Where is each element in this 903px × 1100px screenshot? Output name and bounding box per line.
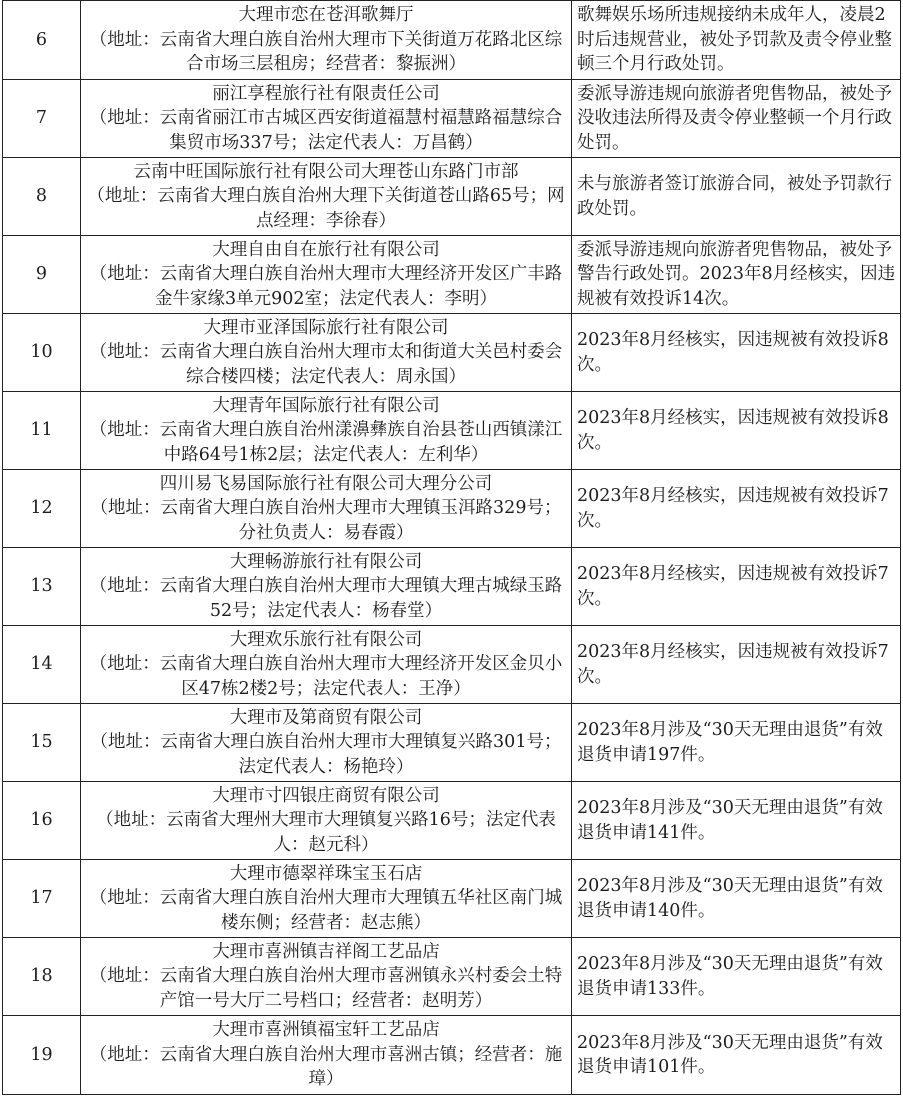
enterprise-name: 云南中旺国际旅行社有限公司大理苍山东路门市部	[133, 161, 519, 182]
enterprise-cell	[81, 938, 572, 1016]
violation-reason: 2023年8月经核实，因违规被有效投诉7次。	[572, 470, 901, 548]
row-number: 15	[3, 704, 81, 782]
enterprise-name: 大理自由自在旅行社有限公司	[212, 239, 440, 260]
enterprise-name: 大理市恋在苍洱歌舞厅	[238, 5, 414, 26]
enterprise-address: （地址：云南省大理白族自治州大理市大理经济开发区金贝小区47栋2楼2号；法定代表人：王净）	[89, 654, 563, 699]
violation-reason: 歌舞娱乐场所违规接纳未成年人，凌晨2时后违规营业，被处予罚款及责令停业整顿三个月行政处罚。	[572, 1, 901, 80]
enterprise-address: （地址：云南省大理白族自治州大理市大理经济开发区广丰路金牛家缘3单元902室；法定代表人：李明）	[89, 264, 563, 309]
violation-reason: 2023年8月经核实，因违规被有效投诉8次。	[572, 314, 901, 392]
row-number: 9	[3, 236, 81, 314]
enterprise-address: （地址：云南省大理白族自治州大理下关街道苍山路65号；网点经理：李徐春）	[87, 186, 565, 231]
violation-reason: 2023年8月涉及“30天无理由退货”有效退货申请141件。	[572, 782, 901, 860]
violation-reason: 2023年8月涉及“30天无理由退货”有效退货申请101件。	[572, 1016, 901, 1095]
table-row	[3, 938, 901, 1016]
row-number: 18	[3, 938, 81, 1016]
enterprise-cell	[81, 548, 572, 626]
enterprise-name: 大理市亚泽国际旅行社有限公司	[203, 317, 449, 338]
enterprise-cell	[81, 80, 572, 158]
table-row	[3, 548, 901, 626]
enterprise-address: （地址：云南省大理白族自治州大理市喜洲古镇；经营者：施璋）	[89, 1044, 563, 1090]
row-number: 13	[3, 548, 81, 626]
enterprise-address: （地址：云南省丽江市古城区西安街道福慧村福慧路福慧综合集贸市场337号；法定代表人：万昌鹤）	[89, 108, 563, 153]
enterprise-address: （地址：云南省大理白族自治州大理市大理镇玉洱路329号；分社负责人：易春霞）	[90, 498, 562, 543]
table-row	[3, 158, 901, 236]
table-row	[3, 314, 901, 392]
violation-reason: 未与旅游者签订旅游合同，被处予罚款行政处罚。	[572, 158, 901, 236]
table-row	[3, 1, 901, 80]
enterprise-name: 大理市寸四银庄商贸有限公司	[212, 785, 440, 806]
table-row	[3, 782, 901, 860]
row-number: 10	[3, 314, 81, 392]
row-number: 16	[3, 782, 81, 860]
enterprise-name: 丽江享程旅行社有限责任公司	[212, 83, 440, 104]
violation-reason: 2023年8月经核实，因违规被有效投诉7次。	[572, 626, 901, 704]
table-row	[3, 470, 901, 548]
row-number: 11	[3, 392, 81, 470]
table-row	[3, 392, 901, 470]
enterprise-address: （地址：云南省大理白族自治州大理市大理镇大理古城绿玉路52号；法定代表人：杨春堂）	[89, 576, 563, 621]
enterprise-name: 大理青年国际旅行社有限公司	[212, 395, 440, 416]
enterprise-name: 四川易飞易国际旅行社有限公司大理分公司	[159, 473, 493, 494]
blacklist-table	[2, 0, 901, 1095]
row-number: 8	[3, 158, 81, 236]
enterprise-name: 大理畅游旅行社有限公司	[229, 551, 423, 572]
table-row	[3, 1016, 901, 1095]
table-row	[3, 236, 901, 314]
enterprise-cell	[81, 470, 572, 548]
enterprise-name: 大理市喜洲镇吉祥阁工艺品店	[212, 941, 440, 962]
enterprise-name: 大理市及第商贸有限公司	[229, 707, 423, 728]
violation-reason: 2023年8月经核实，因违规被有效投诉7次。	[572, 548, 901, 626]
enterprise-cell	[81, 392, 572, 470]
violation-reason: 委派导游违规向旅游者兜售物品，被处予没收违法所得及责令停业整顿一个月行政处罚。	[572, 80, 901, 158]
enterprise-name: 大理市德翠祥珠宝玉石店	[229, 863, 423, 884]
enterprise-cell	[81, 1, 572, 80]
enterprise-address: （地址：云南省大理白族自治州大理市喜洲镇永兴村委会土特产馆一号大厅二号档口；经营者：赵明芳）	[89, 966, 563, 1011]
enterprise-address: （地址：云南省大理白族自治州大理市大理镇复兴路301号；法定代表人：杨艳玲）	[90, 732, 562, 777]
enterprise-cell	[81, 704, 572, 782]
enterprise-cell	[81, 1016, 572, 1095]
enterprise-cell	[81, 236, 572, 314]
enterprise-cell	[81, 626, 572, 704]
enterprise-cell	[81, 782, 572, 860]
violation-reason: 2023年8月涉及“30天无理由退货”有效退货申请133件。	[572, 938, 901, 1016]
row-number: 7	[3, 80, 81, 158]
table-row	[3, 704, 901, 782]
enterprise-address: （地址：云南省大理白族自治州大理市大理镇五华社区南门城楼东侧；经营者：赵志熊）	[89, 888, 563, 933]
row-number: 14	[3, 626, 81, 704]
enterprise-name: 大理市喜洲镇福宝轩工艺品店	[212, 1020, 440, 1041]
table-row	[3, 860, 901, 938]
enterprise-address: （地址：云南省大理白族自治州大理市太和街道大关邑村委会综合楼四楼；法定代表人：周永国）	[89, 342, 563, 387]
violation-reason: 委派导游违规向旅游者兜售物品，被处予警告行政处罚。2023年8月经核实，因违规被有效投诉14次。	[572, 236, 901, 314]
table-row	[3, 626, 901, 704]
row-number: 12	[3, 470, 81, 548]
violation-reason: 2023年8月涉及“30天无理由退货”有效退货申请197件。	[572, 704, 901, 782]
enterprise-name: 大理欢乐旅行社有限公司	[229, 629, 423, 650]
row-number: 6	[3, 1, 81, 80]
enterprise-cell	[81, 314, 572, 392]
violation-reason: 2023年8月涉及“30天无理由退货”有效退货申请140件。	[572, 860, 901, 938]
table-row	[3, 80, 901, 158]
violation-reason: 2023年8月经核实，因违规被有效投诉8次。	[572, 392, 901, 470]
enterprise-address: （地址：云南省大理州大理市大理镇复兴路16号；法定代表人：赵元科）	[96, 810, 556, 855]
enterprise-cell	[81, 158, 572, 236]
enterprise-address: （地址：云南省大理白族自治州大理市下关街道万花路北区综合市场三层租房；经营者：黎振洲）	[89, 29, 563, 75]
enterprise-cell	[81, 860, 572, 938]
enterprise-address: （地址：云南省大理白族自治州漾濞彝族自治县苍山西镇漾江中路64号1栋2层；法定代表人：左利华）	[89, 420, 563, 465]
row-number: 19	[3, 1016, 81, 1095]
row-number: 17	[3, 860, 81, 938]
